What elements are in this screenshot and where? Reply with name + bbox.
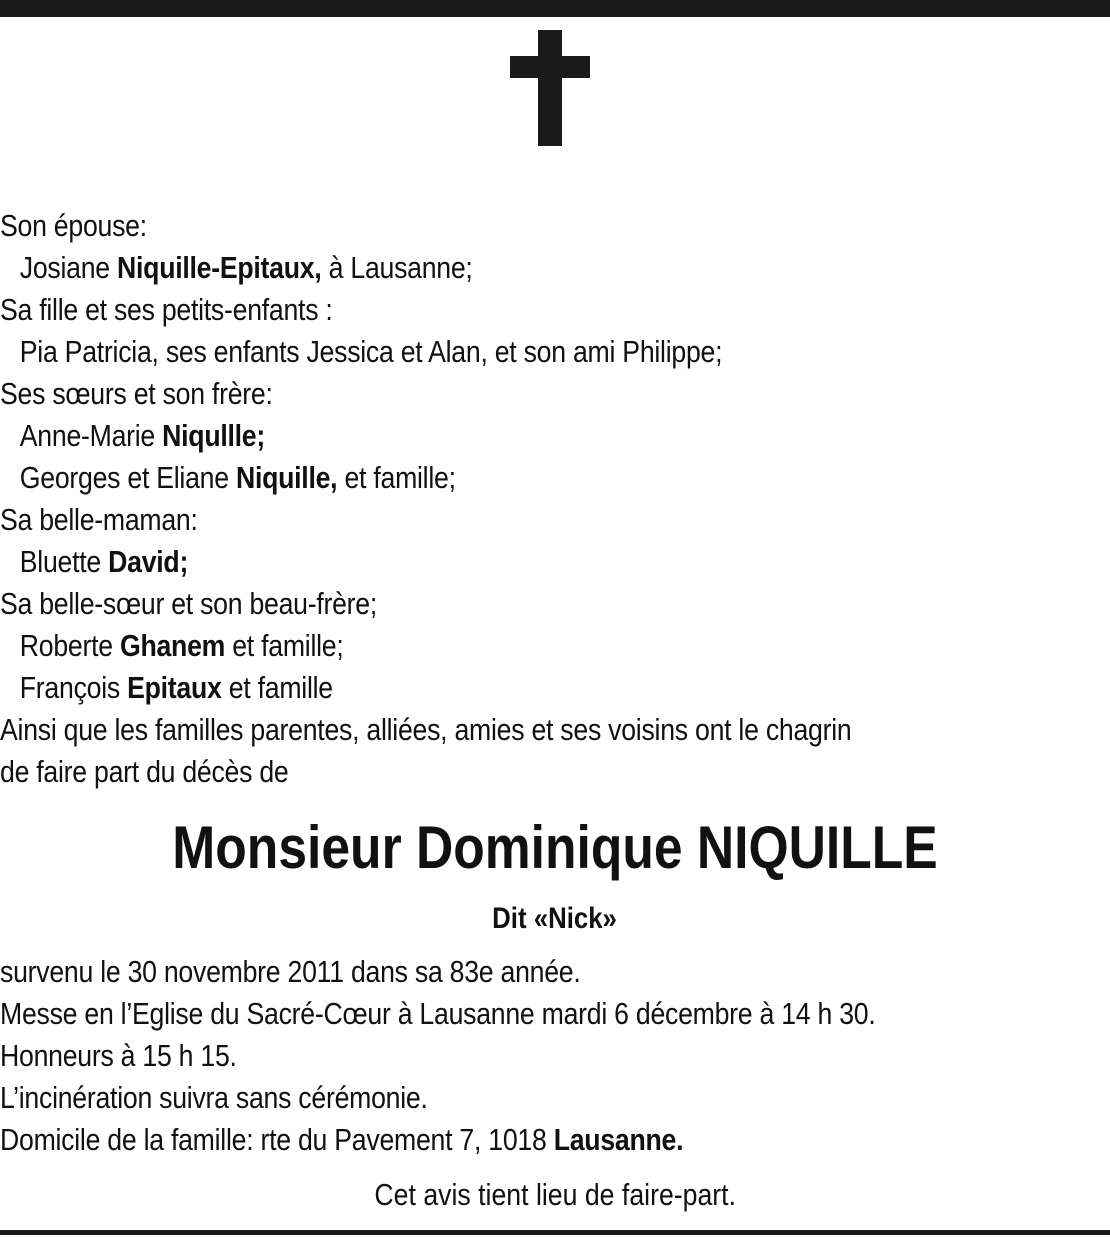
family-member-brother-in-law: François Epitaux et famille (19, 670, 333, 705)
family-label-siblings: Ses sœurs et son frère: (0, 376, 273, 411)
deceased-alias: Dit «Nick» (492, 902, 618, 935)
family-label-daughter: Sa fille et ses petits-enfants : (0, 292, 333, 327)
mass-info: Messe en l’Eglise du Sacré-Cœur à Lausanne mardi 6 décembre à 14 h 30. (0, 996, 876, 1031)
family-member-brother: Georges et Eliane Niquille, et famille; (19, 460, 456, 495)
family-list (0, 205, 955, 793)
family-domicile: Domicile de la famille: rte du Pavement 7, 1018 Lausanne. (0, 1122, 684, 1157)
bottom-rule (0, 1230, 1110, 1235)
death-date: survenu le 30 novembre 2011 dans sa 83e année. (0, 954, 581, 989)
family-member-spouse: Josiane Niquille-Epitaux, à Lausanne; (19, 250, 473, 285)
family-member-sister: Anne-Marie Niqullle; (19, 418, 266, 453)
service-details (0, 951, 955, 1161)
family-member-mother-in-law: Bluette David; (19, 544, 189, 579)
cremation-info: L’incinération suivra sans cérémonie. (0, 1080, 428, 1115)
family-label-in-laws: Sa belle-sœur et son beau-frère; (0, 586, 378, 621)
family-member-daughter: Pia Patricia, ses enfants Jessica et Alan, et son ami Philippe; (19, 334, 723, 369)
family-label-mother-in-law: Sa belle-maman: (0, 502, 198, 537)
closing-note: Cet avis tient lieu de faire-part. (374, 1177, 736, 1212)
cross-icon (510, 30, 590, 146)
deceased-name: Monsieur Dominique NIQUILLE (172, 814, 938, 881)
honours-info: Honneurs à 15 h 15. (0, 1038, 237, 1073)
announcement-line-2: de faire part du décès de (0, 754, 289, 789)
family-label-spouse: Son épouse: (0, 208, 147, 243)
top-rule (0, 0, 1110, 17)
family-member-sister-in-law: Roberte Ghanem et famille; (19, 628, 344, 663)
announcement-line-1: Ainsi que les familles parentes, alliées, amies et ses voisins ont le chagrin (0, 712, 852, 747)
